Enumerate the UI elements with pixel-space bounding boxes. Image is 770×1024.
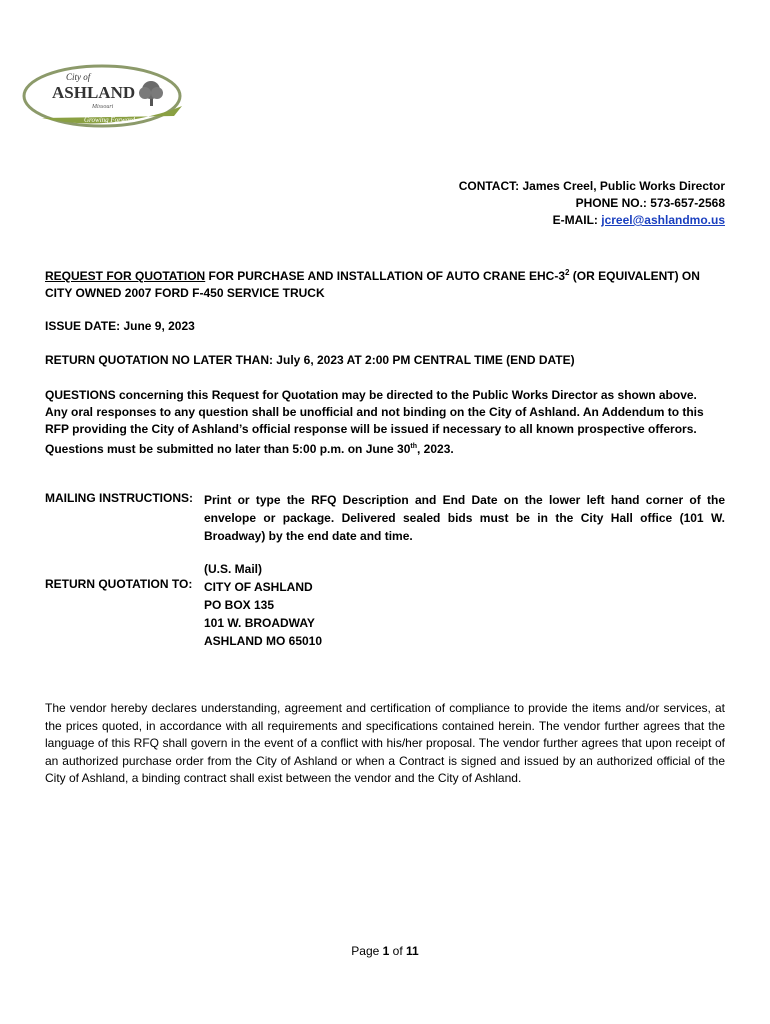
return-deadline: RETURN QUOTATION NO LATER THAN: July 6, 2023 AT 2:00 PM CENTRAL TIME (END DATE) (45, 353, 575, 367)
rfq-title (45, 264, 725, 302)
address-line: CITY OF ASHLAND (204, 580, 313, 594)
page-number: 1 (382, 944, 390, 958)
return-address (204, 560, 322, 650)
address-line: (U.S. Mail) (204, 562, 263, 576)
questions-paragraph (45, 387, 725, 458)
logo-name: ASHLAND (52, 83, 136, 102)
questions-superscript: th (410, 443, 418, 450)
logo-tagline: Growing Forward (84, 116, 136, 124)
city-of-ashland-logo (22, 60, 192, 130)
page-of: of (389, 944, 407, 958)
rfq-title-part2: (OR EQUIVALENT) ON CITY OWNED 2007 FORD F-450 SERVICE TRUCK (45, 269, 700, 300)
tree-icon (139, 81, 163, 106)
email-label: E-MAIL: (552, 213, 602, 227)
rfq-title-part1: FOR PURCHASE AND INSTALLATION OF AUTO CRANE EHC-3 (205, 269, 565, 283)
issue-date: ISSUE DATE: June 9, 2023 (45, 319, 195, 333)
rfq-title-underlined: REQUEST FOR QUOTATION (45, 269, 206, 283)
questions-line-4-text: Questions must be submitted no later than 5:00 p.m. on June 30 (45, 442, 411, 456)
questions-line-3: RFP providing the City of Ashland’s official response will be issued if necessary to all known prospective offerors. (45, 422, 697, 436)
mailing-instructions-label: MAILING INSTRUCTIONS: (45, 491, 193, 505)
mailing-instructions-text: Print or type the RFQ Description and End Date on the lower left hand corner of the envelope or package. Delivered sealed bids must be in the City Hall office (101 W. Broadway) by the end date and time. (204, 493, 725, 543)
address-line: ASHLAND MO 65010 (204, 634, 323, 648)
address-line: PO BOX 135 (204, 598, 275, 612)
rfq-title-superscript: 2 (565, 268, 570, 277)
vendor-statement: The vendor hereby declares understanding, agreement and certification of compliance to provide the items and/or services, at the prices quoted, in accordance with all requirements and specifications contained herein. The vendor further agrees that the language of this RFQ shall govern in the event of a conflict with his/her proposal. The vendor further agrees that upon receipt of an authorized purchase order from the City of Ashland or when a Contract is signed and issued by an authorized official of the City of Ashland, a binding contract shall exist between the vendor and the City of Ashland. (45, 701, 725, 785)
questions-line-4-end: , 2023. (417, 442, 454, 456)
questions-line-4 (45, 438, 725, 458)
return-quotation-label: RETURN QUOTATION TO: (45, 577, 193, 591)
contact-block (459, 178, 725, 229)
logo-state: Missouri (92, 104, 114, 110)
questions-line-1: QUESTIONS concerning this Request for Quotation may be directed to the Public Works Director as shown above. (45, 388, 697, 402)
contact-phone: PHONE NO.: 573-657-2568 (575, 196, 725, 210)
logo-city-of: City of (66, 72, 91, 82)
email-link[interactable]: jcreel@ashlandmo.us (601, 213, 725, 227)
questions-line-2: Any oral responses to any question shall be unofficial and not binding on the City of Ashland. An Addendum to this (45, 405, 704, 419)
page-prefix: Page (351, 944, 383, 958)
contact-name: CONTACT: James Creel, Public Works Director (458, 179, 725, 193)
page-total: 11 (406, 944, 419, 958)
contact-email-line (459, 212, 725, 229)
address-line: 101 W. BROADWAY (204, 616, 315, 630)
page-footer (0, 944, 770, 958)
